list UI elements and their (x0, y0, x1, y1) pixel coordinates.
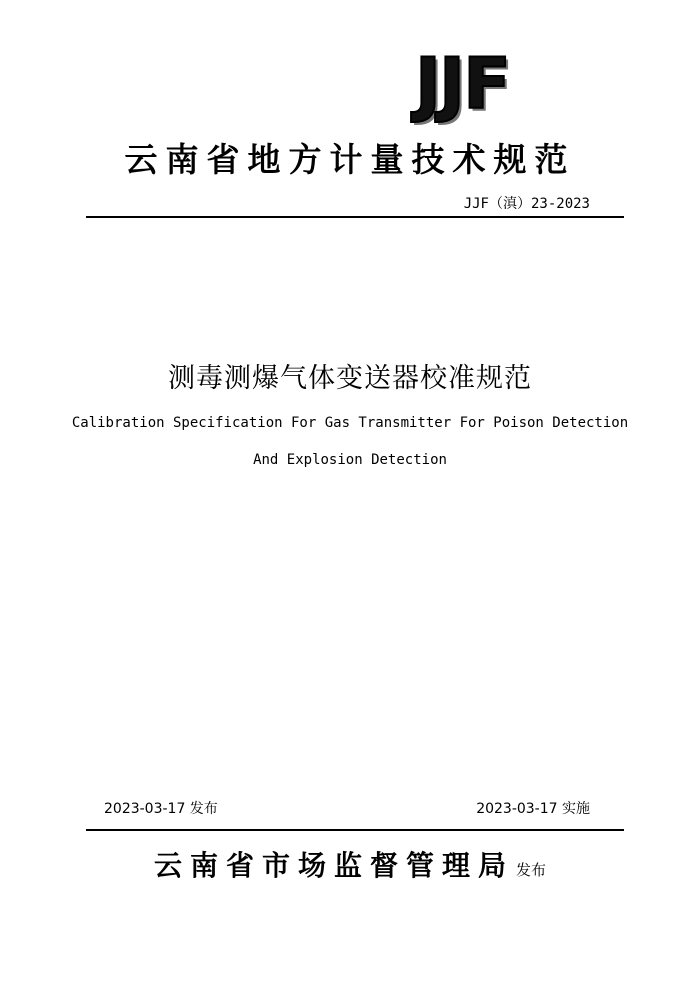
issue-date: 2023-03-17 发布 (104, 801, 218, 817)
document-title-zh: 测毒测爆气体变送器校准规范 (168, 363, 532, 394)
jjf-logo-text: JJF (415, 43, 509, 125)
bottom-divider (86, 829, 624, 831)
publisher-suffix: 发布 (516, 861, 547, 879)
publisher-name: 云南省市场监督管理局 (153, 849, 514, 882)
jjf-logo (415, 43, 580, 125)
document-title-en-line2: And Explosion Detection (253, 452, 447, 468)
standard-category-title: 云南省地方计量技术规范 (124, 140, 576, 179)
top-divider (86, 216, 624, 218)
implementation-date: 2023-03-17 实施 (476, 801, 590, 817)
document-title-en-line1: Calibration Specification For Gas Transmitter For Poison Detection (71, 415, 629, 431)
publisher-block (0, 846, 700, 890)
standard-code: JJF（滇）23-2023 (463, 196, 590, 212)
